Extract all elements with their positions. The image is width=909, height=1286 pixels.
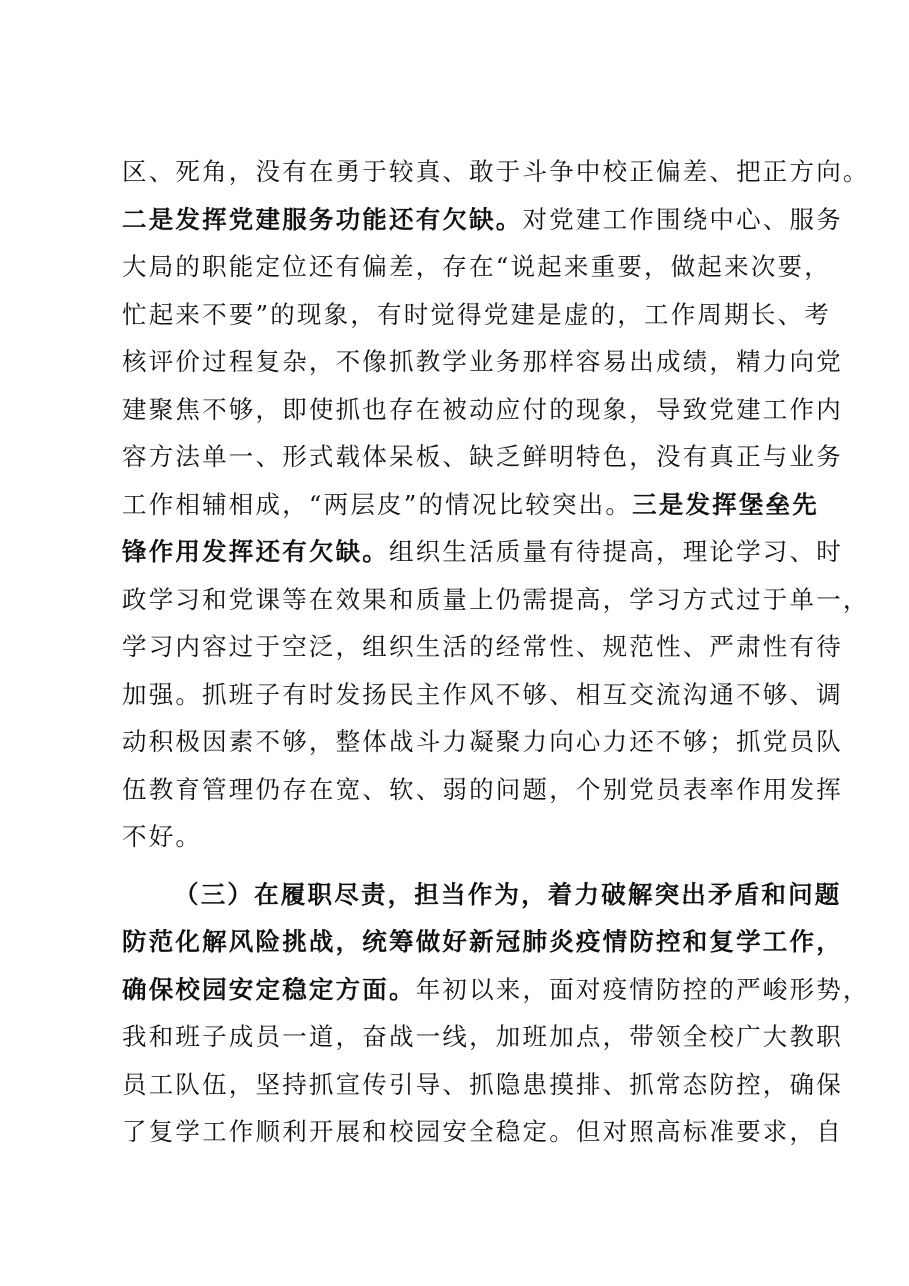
- bold-heading-run: 锋作用发挥还有欠缺。: [122, 537, 389, 566]
- text-line: [122, 528, 843, 576]
- section-heading-run: （三）在履职尽责，担当作为，着力破解突出矛盾和问题: [174, 879, 842, 909]
- bold-heading-run: 二是发挥党建服务功能还有欠缺。: [122, 204, 523, 234]
- text-line: [122, 291, 831, 339]
- text-run: 了复学工作顺利开展和校园安全稳定。但对照高标准要求，自: [122, 1117, 843, 1146]
- text-line: [122, 576, 870, 624]
- text-line: [122, 1108, 843, 1156]
- text-run: 我和班子成员一道，奋战一线，加班加点，带领全校广大教职: [122, 1022, 843, 1051]
- text-run: 区、死角，没有在勇于较真、敢于斗争中校正偏差、把正方向。: [122, 157, 870, 186]
- text-run: 大局的职能定位还有偏差，存在“说起来重要，做起来次要，: [122, 252, 831, 281]
- text-run: 建聚焦不够，即使抓也存在被动应付的现象，导致党建工作内: [122, 394, 843, 424]
- bold-heading-run: 三是发挥堡垒先: [632, 489, 819, 519]
- text-line: [122, 871, 842, 919]
- body-text: [122, 148, 870, 1156]
- text-line: [122, 1013, 843, 1061]
- text-line: [122, 718, 843, 766]
- section-heading-run: 防范化解风险挑战，统筹做好新冠肺炎疫情防控和复学工作，: [122, 927, 843, 956]
- text-run: 不好。: [122, 822, 203, 851]
- text-line: [122, 813, 794, 861]
- text-line: [122, 1061, 843, 1109]
- text-line: [122, 481, 819, 529]
- paragraph-gap: [122, 861, 794, 871]
- text-run: 容方法单一、形式载体呆板、缺乏鲜明特色，没有真正与业务: [122, 442, 843, 471]
- text-run: 年初以来，面对疫情防控的严峻形势，: [415, 974, 870, 1004]
- text-line: [122, 196, 843, 244]
- text-run: 核评价过程复杂，不像抓教学业务那样容易出成绩，精力向党: [122, 347, 843, 376]
- text-run: 加强。抓班子有时发扬民主作风不够、相互交流沟通不够、调: [122, 679, 843, 709]
- text-line: [122, 386, 843, 434]
- text-run: 工作相辅相成，“两层皮”的情况比较突出。: [122, 489, 633, 519]
- text-line: [122, 433, 843, 481]
- section-heading-run: 确保校园安定稳定方面。: [122, 974, 416, 1004]
- text-line: [122, 243, 831, 291]
- text-run: 员工队伍，坚持抓宣传引导、抓隐患摸排、抓常态防控，确保: [122, 1069, 843, 1099]
- text-line: [122, 918, 843, 966]
- text-run: 伍教育管理仍存在宽、软、弱的问题，个别党员表率作用发挥: [122, 774, 843, 804]
- text-line: [122, 671, 843, 719]
- text-run: 组织生活质量有待提高，理论学习、时: [389, 537, 843, 566]
- text-run: 政学习和党课等在效果和质量上仍需提高，学习方式过于单一，: [122, 584, 870, 614]
- text-run: 学习内容过于空泛，组织生活的经常性、规范性、严肃性有待: [122, 632, 843, 661]
- text-line: [122, 623, 843, 671]
- text-run: 对党建工作围绕中心、服务: [522, 204, 843, 234]
- text-run: 忙起来不要”的现象，有时觉得党建是虚的，工作周期长、考: [122, 299, 831, 329]
- text-run: 动积极因素不够，整体战斗力凝聚力向心力还不够；抓党员队: [122, 727, 843, 756]
- text-line: [122, 148, 870, 196]
- text-line: [122, 766, 843, 814]
- text-line: [122, 338, 843, 386]
- text-line: [122, 966, 870, 1014]
